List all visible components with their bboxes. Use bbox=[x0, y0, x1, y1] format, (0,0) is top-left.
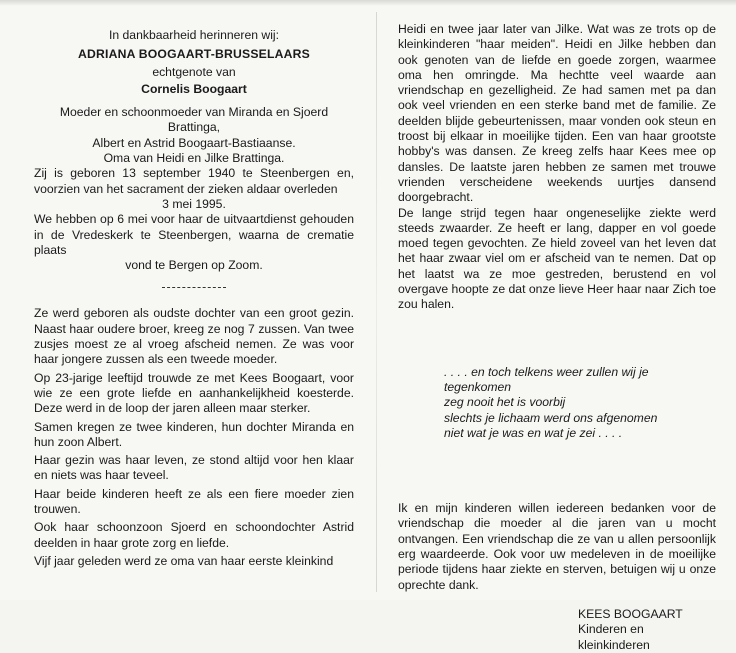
poem bbox=[444, 365, 716, 441]
signature bbox=[578, 607, 716, 653]
signature-name: KEES BOOGAART bbox=[578, 606, 683, 621]
intro-line: In dankbaarheid herinneren wij: bbox=[108, 28, 280, 42]
family-line: Moeder en schoonmoeder van Miranda en Sjoerd Brattinga, bbox=[59, 105, 329, 135]
thanks-text: Ik en mijn kinderen willen iedereen bedanken voor de vriendschap die moeder al die jaren van u mocht ontvangen. Een vriendschap die ze van u allen persoonlijk erg waardeerde. Ook voor uw medeleven in de moeilijke periode tijdens haar ziekte en sterven, betuigen wij u onze oprechte dank. bbox=[398, 501, 716, 592]
right-column bbox=[398, 22, 716, 653]
story-paragraph: De lange strijd tegen haar ongeneselijke ziekte werd steeds zwaarder. Ze heeft er lang, dapper en vol goede moed tegen gevochten. Ze hield zoveel van het leven dat het haar zwaar viel om er afscheid van te nemen. Dat op het laatst wa ze moe gestreden, berustend en vol overgave hoopte ze dat onze lieve Heer haar naar Zich toe zou halen. bbox=[398, 205, 716, 312]
poem-line: . . . . en toch telkens weer zullen wij je tegenkomen bbox=[444, 364, 649, 394]
story-paragraph: Samen kregen ze twee kinderen, hun dochter Miranda en hun zoon Albert. bbox=[34, 419, 354, 449]
family-line: Albert en Astrid Boogaart-Bastiaanse. bbox=[92, 135, 296, 150]
death-date: 3 mei 1995. bbox=[162, 196, 226, 211]
family-line: Oma van Heidi en Jilke Brattinga. bbox=[103, 151, 285, 166]
story-paragraph: Ook haar schoonzoon Sjoerd en schoondochter Astrid deelden in haar grote zorg en liefde. bbox=[34, 520, 354, 550]
spouse-name: Cornelis Boogaart bbox=[141, 81, 247, 96]
funeral-end: vond te Bergen op Zoom. bbox=[125, 258, 263, 273]
section-divider bbox=[162, 287, 226, 288]
funeral-text: We hebben op 6 mei voor haar de uitvaartdienst gehouden in de Vredeskerk te Steenbergen, waarna de crematie plaats bbox=[34, 212, 354, 257]
story-paragraph: Heidi en twee jaar later van Jilke. Wat was ze trots op de kleinkinderen "haar meiden". Heidi en Jilke hebben dan ook genoten van de liefde en goede zorgen, waarmee oma hen omringde. Ma hechtte veel waarde aan vriendschap en gezelligheid. Ze had samen met pa dan ook veel vrienden en een sterke band met de familie. Ze deelden blijde gebeurtenissen, maar vonden ook steun en troost bij elkaar in moeilijke tijden. Een van haar grootste hobby's was dansen. Ze kreeg zelfs haar Kees mee op dansles. De laatste jaren hebben ze samen met trouwe vrienden verscheidene weekends uurtjes dansend doorgebracht. bbox=[398, 22, 716, 205]
signature-sub: Kinderen en kleinkinderen bbox=[578, 622, 650, 652]
story-paragraph: Haar beide kinderen heeft ze als een fiere moeder zien trouwen. bbox=[34, 486, 354, 517]
deceased-name: ADRIANA BOOGAART-BRUSSELAARS bbox=[78, 47, 310, 62]
poem-line: zeg nooit het is voorbij bbox=[444, 395, 566, 410]
card-fold bbox=[376, 12, 377, 592]
story-paragraph: Vijf jaar geleden werd ze oma van haar eerste kleinkind bbox=[34, 553, 334, 568]
left-column bbox=[34, 22, 354, 569]
spouse-prefix: echtgenote van bbox=[152, 64, 236, 79]
family-block bbox=[34, 105, 354, 166]
birth-text: Zij is geboren 13 september 1940 te Steenbergen en, voorzien van het sacrament der zieken aldaar overleden bbox=[34, 166, 354, 196]
story-paragraph: Op 23-jarige leeftijd trouwde ze met Kees Boogaart, voor wie ze een grote liefde en aanhankelijkheid koesterde. Deze werd in de loop der jaren alleen maar sterker. bbox=[34, 370, 354, 416]
poem-line: slechts je lichaam werd ons afgenomen bbox=[444, 410, 658, 425]
story-paragraph: Haar gezin was haar leven, ze stond altijd voor hen klaar en niets was haar teveel. bbox=[34, 453, 354, 483]
poem-line: niet wat je was en wat je zei . . . . bbox=[444, 425, 623, 440]
paper-edge bbox=[0, 0, 736, 6]
story-paragraph: Ze werd geboren als oudste dochter van een groot gezin. Naast haar oudere broer, kreeg ze nog 7 zussen. Van twee zusjes moest ze al vroeg afscheid nemen. Ze was voor haar jongere zussen als een tweede moeder. bbox=[34, 306, 354, 367]
